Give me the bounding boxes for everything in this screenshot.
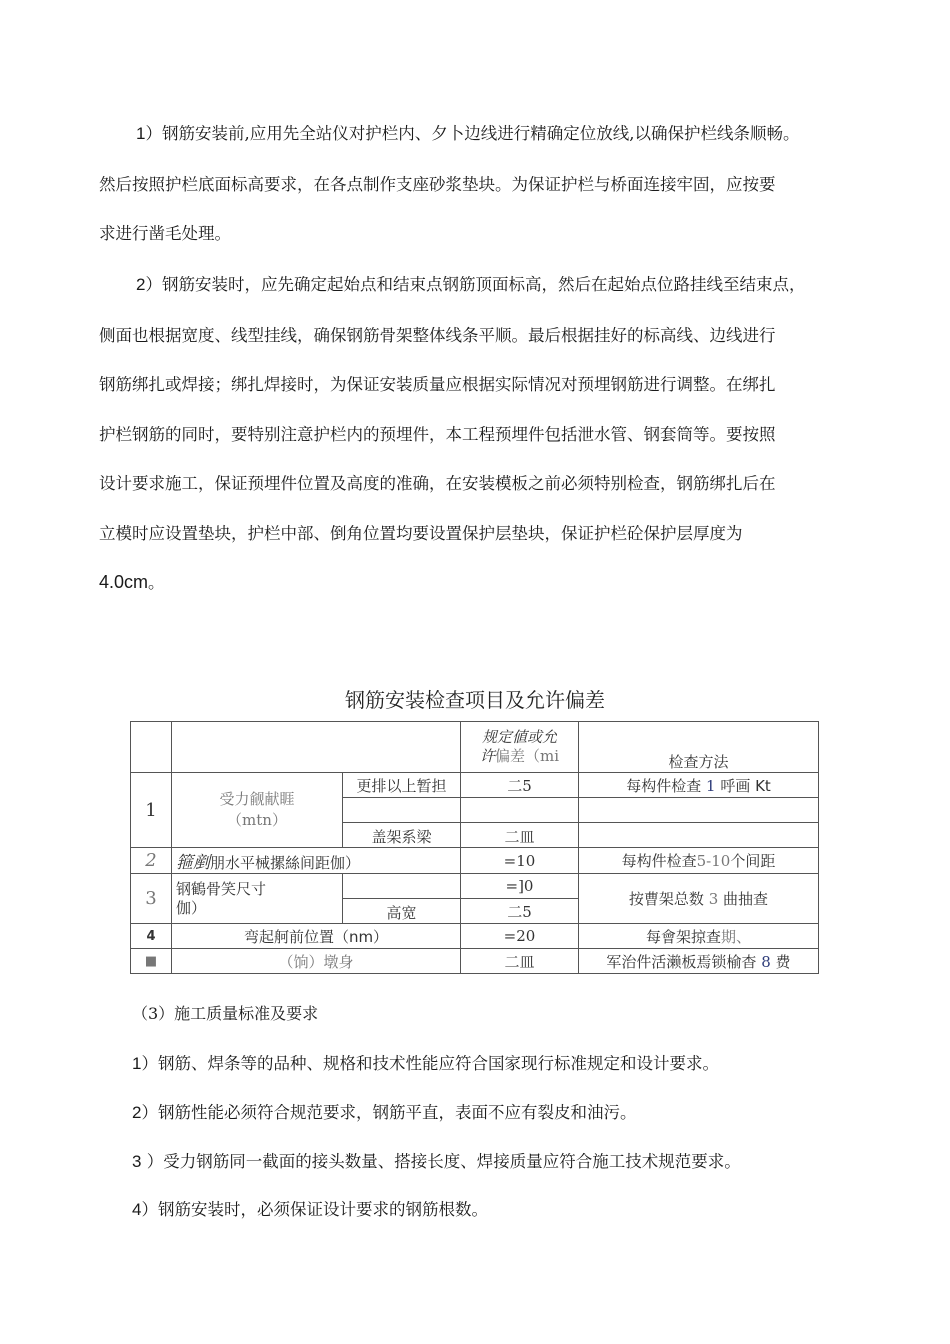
table-header-row bbox=[131, 722, 819, 773]
tolerance-value: 二皿 bbox=[461, 949, 579, 974]
table-row bbox=[131, 773, 819, 798]
sub-item: 盖架系梁 bbox=[343, 823, 461, 848]
table-title: 钢筋安装检查项目及允许偏差 bbox=[345, 688, 605, 712]
tolerance-value: =]0 bbox=[461, 874, 579, 899]
table-row bbox=[131, 848, 819, 874]
list-item: 2）钢筋性能必须符合规范要求，钢筋平直，表面不应有裂皮和油污。 bbox=[132, 1103, 637, 1122]
method-cell: 每构件检查5-10个间距 bbox=[579, 848, 819, 874]
tolerance-value: =10 bbox=[461, 848, 579, 874]
row-number: 2 bbox=[131, 848, 172, 874]
paragraph-1-line-3: 求进行凿毛处理。 bbox=[99, 224, 231, 243]
paragraph-1-line-2: 然后按照护栏底面标高要求，在各点制作支座砂浆垫块。为保证护栏与桥面连接牢固，应按要 bbox=[99, 175, 776, 194]
method-cell: 军治件活濑板焉锁榆杳 8 费 bbox=[579, 949, 819, 974]
row-item: （饷）墩身 bbox=[172, 949, 461, 974]
tolerance-value: 二5 bbox=[461, 773, 579, 798]
paragraph-1-line-1: 1）钢筋安装前,应用先全站仪对护栏内、夕卜边线进行精确定位放线,以确保护栏线条顺畅。 bbox=[136, 124, 800, 143]
table-row bbox=[131, 874, 819, 899]
paragraph-2-line-7: 4.0cm。 bbox=[99, 572, 165, 592]
tolerance-value: =20 bbox=[461, 924, 579, 949]
paragraph-2-line-1: 2）钢筋安装时，应先确定起始点和结束点钢筋顶面标高，然后在起始点位路挂线至结束点， bbox=[136, 275, 806, 294]
table-row bbox=[131, 949, 819, 974]
paragraph-2-line-2: 侧面也根据宽度、线型挂线，确保钢筋骨架整体线条平顺。最后根据挂好的标高线、边线进行 bbox=[99, 326, 776, 345]
row-item: 箍剷朋水平械摞絲间距伽） bbox=[172, 848, 461, 874]
paragraph-2-number: 2 bbox=[136, 275, 146, 294]
tolerance-value: 二5 bbox=[461, 899, 579, 924]
paragraph-2-line-4: 护栏钢筋的同时，要特别注意护栏内的预埋件，本工程预埋件包括泄水管、钢套筒等。要按照 bbox=[99, 425, 776, 444]
list-item: 4）钢筋安装时，必须保证设计要求的钢筋根数。 bbox=[132, 1200, 488, 1219]
list-item: 3 ）受力钢筋同一截面的接头数量、搭接长度、焊接质量应符合施工技术规范要求。 bbox=[132, 1152, 741, 1171]
row-number: 1 bbox=[131, 773, 172, 848]
row-number: 4 bbox=[131, 924, 172, 949]
header-method: 检查方法 bbox=[579, 722, 819, 773]
list-item: 1）钢筋、焊条等的品种、规格和技术性能应符合国家现行标准规定和设计要求。 bbox=[132, 1054, 719, 1073]
sub-item: 更排以上暂担 bbox=[343, 773, 461, 798]
method-cell: 每會架掠查期、 bbox=[579, 924, 819, 949]
thickness-value: 4.0cm bbox=[99, 572, 149, 592]
row-item: 钢鶴骨笑尺寸 伽） bbox=[172, 874, 343, 924]
paragraph-2-line-6: 立模时应设置垫块，护栏中部、倒角位置均要设置保护层垫块，保证护栏砼保护层厚度为 bbox=[99, 524, 743, 543]
row-item: 弯起舸前位置（nm） bbox=[172, 924, 461, 949]
tolerance-value: 二皿 bbox=[461, 823, 579, 848]
paragraph-2-line-3: 钢筋绑扎或焊接；绑扎焊接时，为保证安装质量应根据实际情况对预埋钢筋进行调整。在绑扎 bbox=[99, 375, 776, 394]
method-cell: 每构件检查 1 呼画 Kt bbox=[579, 773, 819, 798]
header-tolerance: 规定値或允 许偏差（mi bbox=[461, 722, 579, 773]
paragraph-2-line-5: 设计要求施工，保证预埋件位置及高度的准确，在安装模板之前必须特别检查，钢筋绑扎后在 bbox=[99, 474, 776, 493]
row-item: 受力觎献睚 （mtn） bbox=[172, 773, 343, 848]
section-heading: （3）施工质量标准及要求 bbox=[132, 1004, 319, 1023]
paragraph-1-number: 1 bbox=[136, 124, 146, 143]
method-cell: 按曹架总数 3 曲抽查 bbox=[579, 874, 819, 924]
sub-item: 高宽 bbox=[343, 899, 461, 924]
table-row bbox=[131, 924, 819, 949]
row-number: 3 bbox=[131, 874, 172, 924]
inspection-table bbox=[130, 721, 819, 974]
row-number: ■ bbox=[131, 949, 172, 974]
